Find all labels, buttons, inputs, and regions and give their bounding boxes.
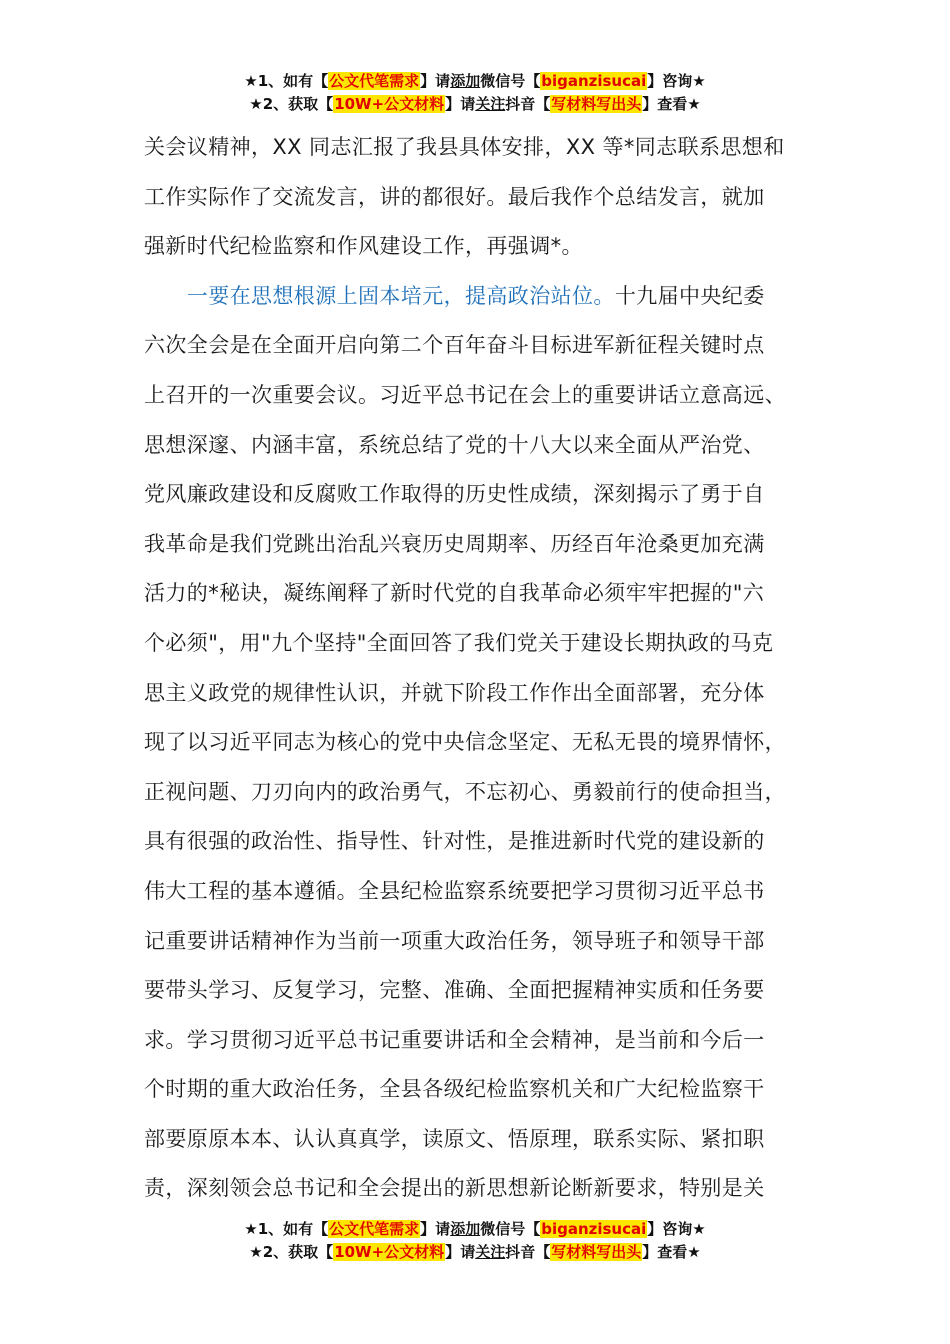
document-body xyxy=(144,123,844,1214)
body-line: 现了以习近平同志为核心的党中央信念坚定、无私无畏的境界情怀， xyxy=(144,730,786,755)
banner-text: 】请 xyxy=(445,1243,476,1261)
body-line: 个必须"，用"九个坚持"全面回答了我们党关于建设长期执政的马克 xyxy=(144,630,774,655)
body-line: 思主义政党的规律性认识，并就下阶段工作作出全面部署，充分体 xyxy=(144,680,765,705)
banner-text: ★1、如有【 xyxy=(244,1220,329,1238)
body-line: 要带头学习、反复学习，完整、准确、全面把握精神实质和任务要 xyxy=(144,978,765,1003)
banner-text: 】请 xyxy=(420,1220,451,1238)
banner-text: 抖音【 xyxy=(505,1243,551,1261)
body-line: 责，深刻领会总书记和全会提出的新思想新论断新要求，特别是关 xyxy=(144,1176,765,1201)
banner-text: ★1、如有【 xyxy=(244,72,329,90)
body-line: 记重要讲话精神作为当前一项重大政治任务，领导班子和领导干部 xyxy=(144,928,765,953)
body-line: 具有很强的政治性、指导性、针对性，是推进新时代党的建设新的 xyxy=(144,829,765,854)
banner-text: ★2、获取【 xyxy=(249,95,334,113)
body-line: 我革命是我们党跳出治乱兴衰历史周期率、历经百年沧桑更加充满 xyxy=(144,531,765,556)
banner-line-1 xyxy=(0,70,950,93)
banner-text: 】请 xyxy=(445,95,476,113)
body-line: 上召开的一次重要会议。习近平总书记在会上的重要讲话立意高远、 xyxy=(144,382,786,407)
banner-text: 抖音【 xyxy=(505,95,551,113)
banner-bottom xyxy=(0,1218,950,1264)
banner-text: 】查看★ xyxy=(642,95,701,113)
banner-highlight: 公文代笔需求 xyxy=(329,1220,420,1238)
banner-highlight: 公文代笔需求 xyxy=(329,72,420,90)
banner-highlight: 10W+公文材料 xyxy=(334,1243,445,1261)
heading-tail: 十九届中央纪委 xyxy=(614,283,765,308)
banner-line-1 xyxy=(0,1218,950,1241)
banner-highlight: 10W+公文材料 xyxy=(334,95,445,113)
banner-highlight: biganzisucai xyxy=(541,1220,647,1238)
body-line: 正视问题、刀刃向内的政治勇气，不忘初心、勇毅前行的使命担当， xyxy=(144,779,786,804)
body-line: 党风廉政建设和反腐败工作取得的历史性成绩，深刻揭示了勇于自 xyxy=(144,482,765,507)
body-line: 部要原原本本、认认真真学，读原文、悟原理，联系实际、紧扣职 xyxy=(144,1126,765,1151)
banner-underlined: 关注 xyxy=(475,1243,506,1261)
banner-text: ★2、获取【 xyxy=(249,1243,334,1261)
banner-text: 】请 xyxy=(420,72,451,90)
body-line: 工作实际作了交流发言，讲的都很好。最后我作个总结发言，就加 xyxy=(144,184,765,209)
banner-line-2 xyxy=(0,93,950,116)
section-heading: 一要在思想根源上固本培元，提高政治站位。 xyxy=(186,283,615,308)
body-line: 思想深邃、内涵丰富，系统总结了党的十八大以来全面从严治党、 xyxy=(144,432,765,457)
banner-line-2 xyxy=(0,1241,950,1264)
banner-highlight: 写材料写出头 xyxy=(551,95,642,113)
body-line: 求。学习贯彻习近平总书记重要讲话和全会精神，是当前和今后一 xyxy=(144,1027,765,1052)
banner-text: 】咨询★ xyxy=(647,1220,706,1238)
banner-underlined: 添加 xyxy=(450,1220,481,1238)
banner-highlight: biganzisucai xyxy=(541,72,647,90)
body-line: 关会议精神，XX 同志汇报了我县具体安排，XX 等*同志联系思想和 xyxy=(144,135,785,159)
banner-text: 】咨询★ xyxy=(647,72,706,90)
body-line: 个时期的重大政治任务，全县各级纪检监察机关和广大纪检监察干 xyxy=(144,1077,765,1102)
banner-underlined: 添加 xyxy=(450,72,481,90)
paragraph-heading-line xyxy=(144,272,844,322)
body-line: 六次全会是在全面开启向第二个百年奋斗目标进军新征程关键时点 xyxy=(144,333,765,358)
body-line: 活力的*秘诀，凝练阐释了新时代党的自我革命必须牢牢把握的"六 xyxy=(144,581,765,606)
banner-text: 】查看★ xyxy=(642,1243,701,1261)
body-line: 强新时代纪检监察和作风建设工作，再强调*。 xyxy=(144,234,583,259)
banner-text: 微信号【 xyxy=(480,72,541,90)
body-line: 伟大工程的基本遵循。全县纪检监察系统要把学习贯彻习近平总书 xyxy=(144,878,765,903)
banner-highlight: 写材料写出头 xyxy=(551,1243,642,1261)
banner-top xyxy=(0,70,950,116)
banner-underlined: 关注 xyxy=(475,95,506,113)
banner-text: 微信号【 xyxy=(480,1220,541,1238)
